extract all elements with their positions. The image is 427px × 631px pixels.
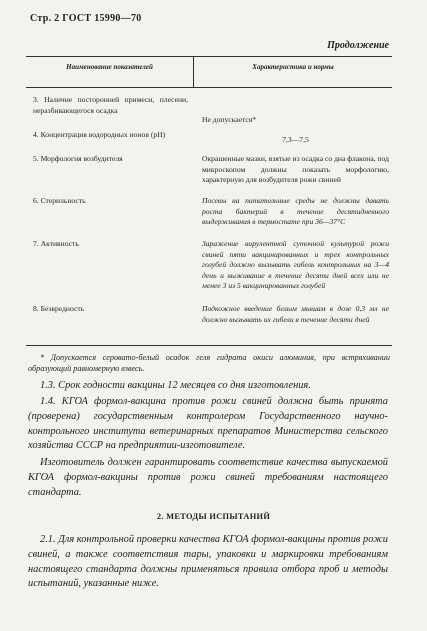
- table-row-norm: Не допускается*: [202, 115, 257, 124]
- paragraph-text: 1.4. КГОА формол-вакцина против рожи свиней должна быть принята (проверена) государственным контролером Государственного научно-контрольного института ветеринарных препаратов Министерства сельского хозяйства СССР на предприятии-изготовителе.: [28, 396, 388, 452]
- paragraph-text: 1.3. Срок годности вакцины 12 месяцев со дня изготовления.: [40, 380, 311, 391]
- paragraph-2-1: [28, 533, 388, 592]
- paragraph-1-4: [28, 395, 388, 454]
- table-row-norm: Заражение вирулентной суточной культурой рожи свиней пяти вакцинированных и трех контрольных голубей должно вызывать гибель контрольных на 3—4 день и выживание в течение десяти дней всех или не менее 3 из 5 вакцинированных голубей: [202, 239, 389, 291]
- table-row-norm: Посевы на питательные среды не должны давать роста бактерий в течение десятидневного выдерживания в термостате при 36—37°С: [202, 196, 389, 227]
- table-row-norm: Подкожное введение белым мышам в дозе 0,3 мл не должно вызывать их гибели в течение десяти дней: [202, 304, 389, 324]
- table-top-rule: [26, 56, 392, 57]
- footnote: [28, 352, 390, 374]
- table-header-rule: [26, 87, 392, 88]
- continuation-label: Продолжение: [327, 40, 389, 51]
- table-row-name: 3. Наличие посторонней примеси, плесени, неразбивающегося осадка: [33, 95, 188, 115]
- table-row-name: 8. Безвредность: [33, 304, 85, 313]
- table-row-norm: 7,3—7,5: [282, 135, 309, 144]
- paragraph-1-3: [28, 379, 388, 394]
- table-row-norm: Окрашенные мазки, взятые из осадка со дна флакона, под микроскопом должны показать морфологию, характерную для возбудителя рожи свиней: [202, 154, 389, 185]
- paragraph-manufacturer: [28, 456, 388, 500]
- footnote-text: * Допускается серовато-белый осадок геля гидрата окиси алюминия, при встряхивании образующий равномерную взвесь.: [28, 353, 390, 373]
- section-title: 2. МЕТОДЫ ИСПЫТАНИЙ: [156, 512, 271, 521]
- table-header-divider: [193, 56, 194, 87]
- table-header-right: Характеристика и нормы: [252, 63, 334, 71]
- table-row-name: 5. Морфология возбудителя: [33, 154, 123, 163]
- running-head: Стр. 2 ГОСТ 15990—70: [30, 13, 142, 24]
- table-header-left: Наименование показателей: [66, 63, 153, 71]
- table-row-name: 7. Активность: [33, 239, 79, 248]
- table-row-name: 6. Стерильность: [33, 196, 86, 205]
- paragraph-text: 2.1. Для контрольной проверки качества КГОА формол-вакцины против рожи свиней, а также соответствия тары, упаковки и маркировки требованиям настоящего стандарта должны применяться правила отбора проб и методы испытаний, указанные ниже.: [28, 534, 388, 590]
- paragraph-text: Изготовитель должен гарантировать соответствие качества выпускаемой КГОА формол-вакцины против рожи свиней требованиям настоящего стандарта.: [28, 457, 388, 498]
- table-bottom-rule: [26, 345, 392, 346]
- table-row-name: 4. Концентрация водородных ионов (pH): [33, 130, 166, 139]
